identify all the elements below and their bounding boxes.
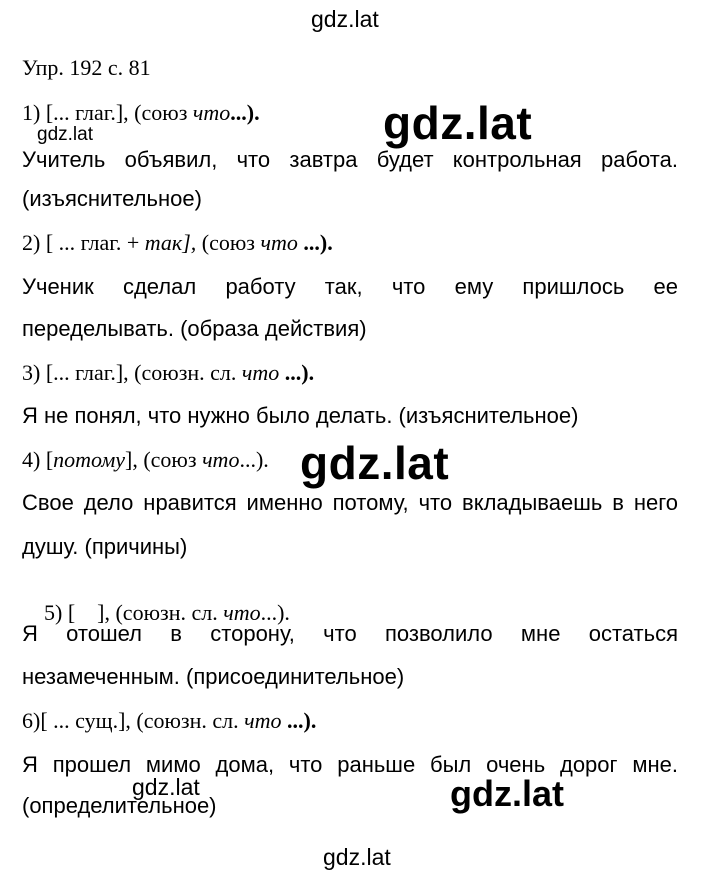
scheme-3-part-a: 3) [... глаг.], (союзн. сл.	[22, 360, 242, 385]
scheme-5-part-c: ...).	[260, 600, 290, 625]
sentence-4-line-1: Свое дело нравится именно потому, что вкладываешь в него	[22, 490, 678, 515]
watermark-lower-left: gdz.lat	[132, 774, 200, 800]
watermark-small-left: gdz.lat	[37, 124, 93, 145]
scheme-1	[22, 102, 260, 124]
scheme-6-part-a: 6)[ ... сущ.], (союзн. сл.	[22, 708, 245, 733]
scheme-2-conj: что	[260, 230, 298, 255]
scheme-5-part-a: 5) [ ], (союзн. сл.	[44, 600, 224, 625]
watermark-large-middle: gdz.lat	[300, 437, 450, 489]
sentence-6-line-1: Я прошел мимо дома, что раньше был очень дорог мне.	[22, 752, 678, 777]
scheme-4-potomu: потому	[53, 447, 126, 472]
sentence-3-line-1: Я не понял, что нужно было делать. (изъяснительное)	[22, 403, 579, 428]
scheme-2-tak: так],	[144, 230, 197, 255]
scheme-1-part-c: ...).	[230, 100, 260, 125]
scheme-3-conj: что	[241, 360, 280, 385]
sentence-4-line-2: душу. (причины)	[22, 534, 188, 559]
sentence-1-line-1: Учитель объявил, что завтра будет контрольная работа.	[22, 147, 678, 172]
scheme-4-part-e: ...).	[239, 447, 269, 472]
scheme-3-part-c: ...).	[279, 360, 315, 385]
scheme-2-part-a: 2) [ ... глаг. +	[22, 230, 145, 255]
scheme-4-conj: что	[202, 447, 240, 472]
scheme-1-part-a: 1) [... глаг.], (союз	[22, 100, 193, 125]
sentence-5-line-1: Я отошел в сторону, что позволило мне остаться	[22, 621, 678, 646]
scheme-6-conj: что	[244, 708, 282, 733]
watermark-bottom: gdz.lat	[323, 844, 391, 870]
watermark-large-upper: gdz.lat	[383, 97, 533, 149]
scheme-4-part-a: 4) [	[22, 447, 54, 472]
scheme-3	[22, 362, 314, 384]
scheme-4	[22, 449, 269, 471]
scheme-6-part-c: ...).	[281, 708, 317, 733]
watermark-lower-right: gdz.lat	[450, 773, 564, 814]
sentence-2-line-2: переделывать. (образа действия)	[22, 316, 367, 341]
scheme-2	[22, 232, 333, 254]
watermark-top: gdz.lat	[311, 6, 379, 32]
scheme-1-conj: что	[192, 100, 231, 125]
scheme-2-part-c: (союз	[196, 230, 261, 255]
scheme-5-conj: что	[223, 600, 261, 625]
scheme-2-part-e: ...).	[297, 230, 333, 255]
sentence-2-line-1: Ученик сделал работу так, что ему пришлось ее	[22, 274, 678, 299]
sentence-5-line-2: незамеченным. (присоединительное)	[22, 664, 405, 689]
sentence-6-line-2: (определительное)	[22, 793, 217, 818]
sentence-1-line-2: (изъяснительное)	[22, 186, 202, 211]
scheme-6	[22, 710, 316, 732]
scheme-4-part-c: ], (союз	[125, 447, 203, 472]
exercise-header: Упр. 192 с. 81	[22, 55, 151, 80]
